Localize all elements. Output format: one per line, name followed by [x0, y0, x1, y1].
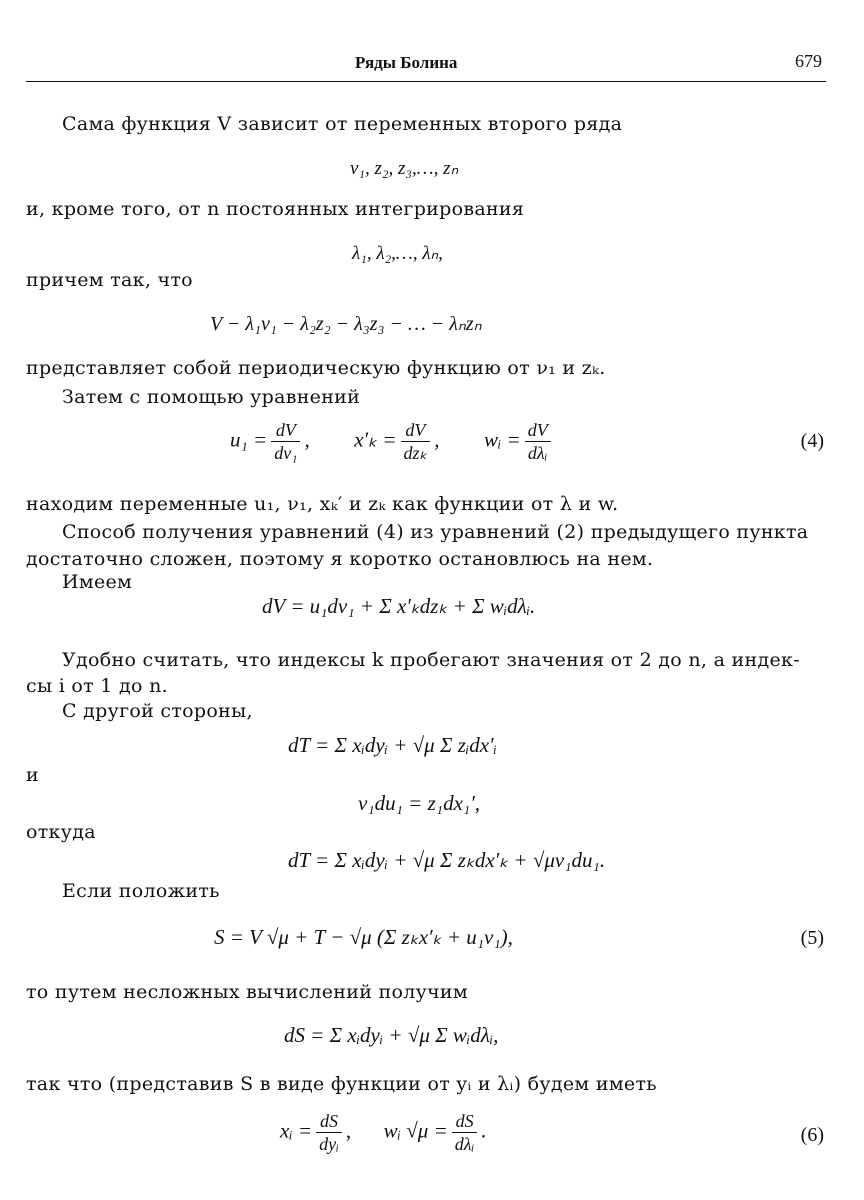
equation-dT-2: dT = Σ xᵢdyᵢ + √μ Σ zₖdx′ₖ + √μν₁du₁. — [288, 848, 606, 872]
equation-4: u₁ = $\frac{dV}{\text{dν₁}}$ , x′ₖ = $\frac{dV}{\text{dzₖ}}$ , wᵢ = $\frac{dV}{\text{dλᵢ}}$ — [230, 419, 555, 464]
header-rule — [26, 81, 826, 82]
equation-nu: ν₁du₁ = z₁dx₁′, — [358, 791, 481, 815]
eq4-u-fraction: $\frac{dV}{\text{dν₁}}$ — [271, 419, 300, 464]
paragraph-line: находим переменные u₁, ν₁, xₖ′ и zₖ как функции от λ и w. — [26, 493, 619, 515]
equation-number: (6) — [800, 1124, 824, 1146]
paragraph-line: Способ получения уравнений (4) из уравнений (2) предыдущего пункта — [62, 521, 809, 543]
eq6-x-fraction: $\frac{dS}{\text{dyᵢ}}$ — [316, 1110, 342, 1155]
eq4-w-fraction: $\frac{dV}{\text{dλᵢ}}$ — [525, 419, 551, 464]
paragraph-line: то путем несложных вычислений получим — [26, 981, 468, 1003]
eq4-w-lhs: wᵢ = — [483, 427, 521, 452]
eq4-x-lhs: x′ₖ = — [354, 427, 397, 452]
equation-number: (4) — [800, 430, 824, 452]
eq6-w-lhs: wᵢ √μ = — [383, 1118, 448, 1143]
equation-6: xᵢ = $\frac{dS}{\text{dyᵢ}}$ , wᵢ √μ = $\frac{dS}{\text{dλᵢ}}$ . — [280, 1111, 487, 1154]
paragraph-line: так что (представив S в виде функции от yᵢ и λᵢ) будем иметь — [26, 1073, 657, 1095]
equation-dV: dV = u₁dν₁ + Σ x′ₖdzₖ + Σ wᵢdλᵢ. — [262, 594, 536, 618]
page-number: 679 — [795, 51, 822, 71]
paragraph-line: Если положить — [62, 880, 220, 902]
paragraph-line: сы i от 1 до n. — [26, 675, 168, 697]
paragraph-line: откуда — [26, 821, 96, 843]
paragraph-line: Затем с помощью уравнений — [62, 386, 361, 408]
equation-lambdas: λ₁, λ₂,…, λₙ, — [352, 243, 443, 264]
equation-variables: ν₁, z₂, z₃,…, zₙ — [350, 158, 459, 179]
equation-periodic: V − λ₁ν₁ − λ₂z₂ − λ₃z₃ − … − λₙzₙ — [210, 313, 482, 335]
paragraph-line: достаточно сложен, поэтому я коротко остановлюсь на нем. — [26, 548, 654, 570]
eq6-x-lhs: xᵢ = — [280, 1118, 313, 1143]
paragraph-line: С другой стороны, — [62, 700, 253, 722]
paragraph-line: Имеем — [62, 571, 133, 593]
eq6-w-fraction: $\frac{dS}{\text{dλᵢ}}$ — [452, 1110, 478, 1155]
paragraph-line: причем так, что — [26, 269, 193, 291]
paragraph-line: Сама функция V зависит от переменных второго ряда — [62, 113, 623, 135]
running-header-title: Ряды Болина — [355, 53, 458, 72]
eq4-u-lhs: u₁ = — [230, 427, 268, 452]
equation-5: S = V √μ + T − √μ (Σ zₖx′ₖ + u₁ν₁), — [214, 925, 513, 949]
paragraph-line: Удобно считать, что индексы k пробегают значения от 2 до n, а индек- — [62, 649, 800, 671]
equation-dT-1: dT = Σ xᵢdyᵢ + √μ Σ zᵢdx′ᵢ — [288, 733, 497, 757]
paragraph-line: представляет собой периодическую функцию от ν₁ и zₖ. — [26, 357, 606, 379]
equation-number: (5) — [800, 927, 824, 949]
paragraph-line: и, кроме того, от n постоянных интегрирования — [26, 198, 525, 220]
equation-dS: dS = Σ xᵢdyᵢ + √μ Σ wᵢdλᵢ, — [284, 1023, 499, 1047]
paragraph-line: и — [26, 764, 39, 786]
eq4-x-fraction: $\frac{dV}{\text{dzₖ}}$ — [401, 419, 431, 464]
